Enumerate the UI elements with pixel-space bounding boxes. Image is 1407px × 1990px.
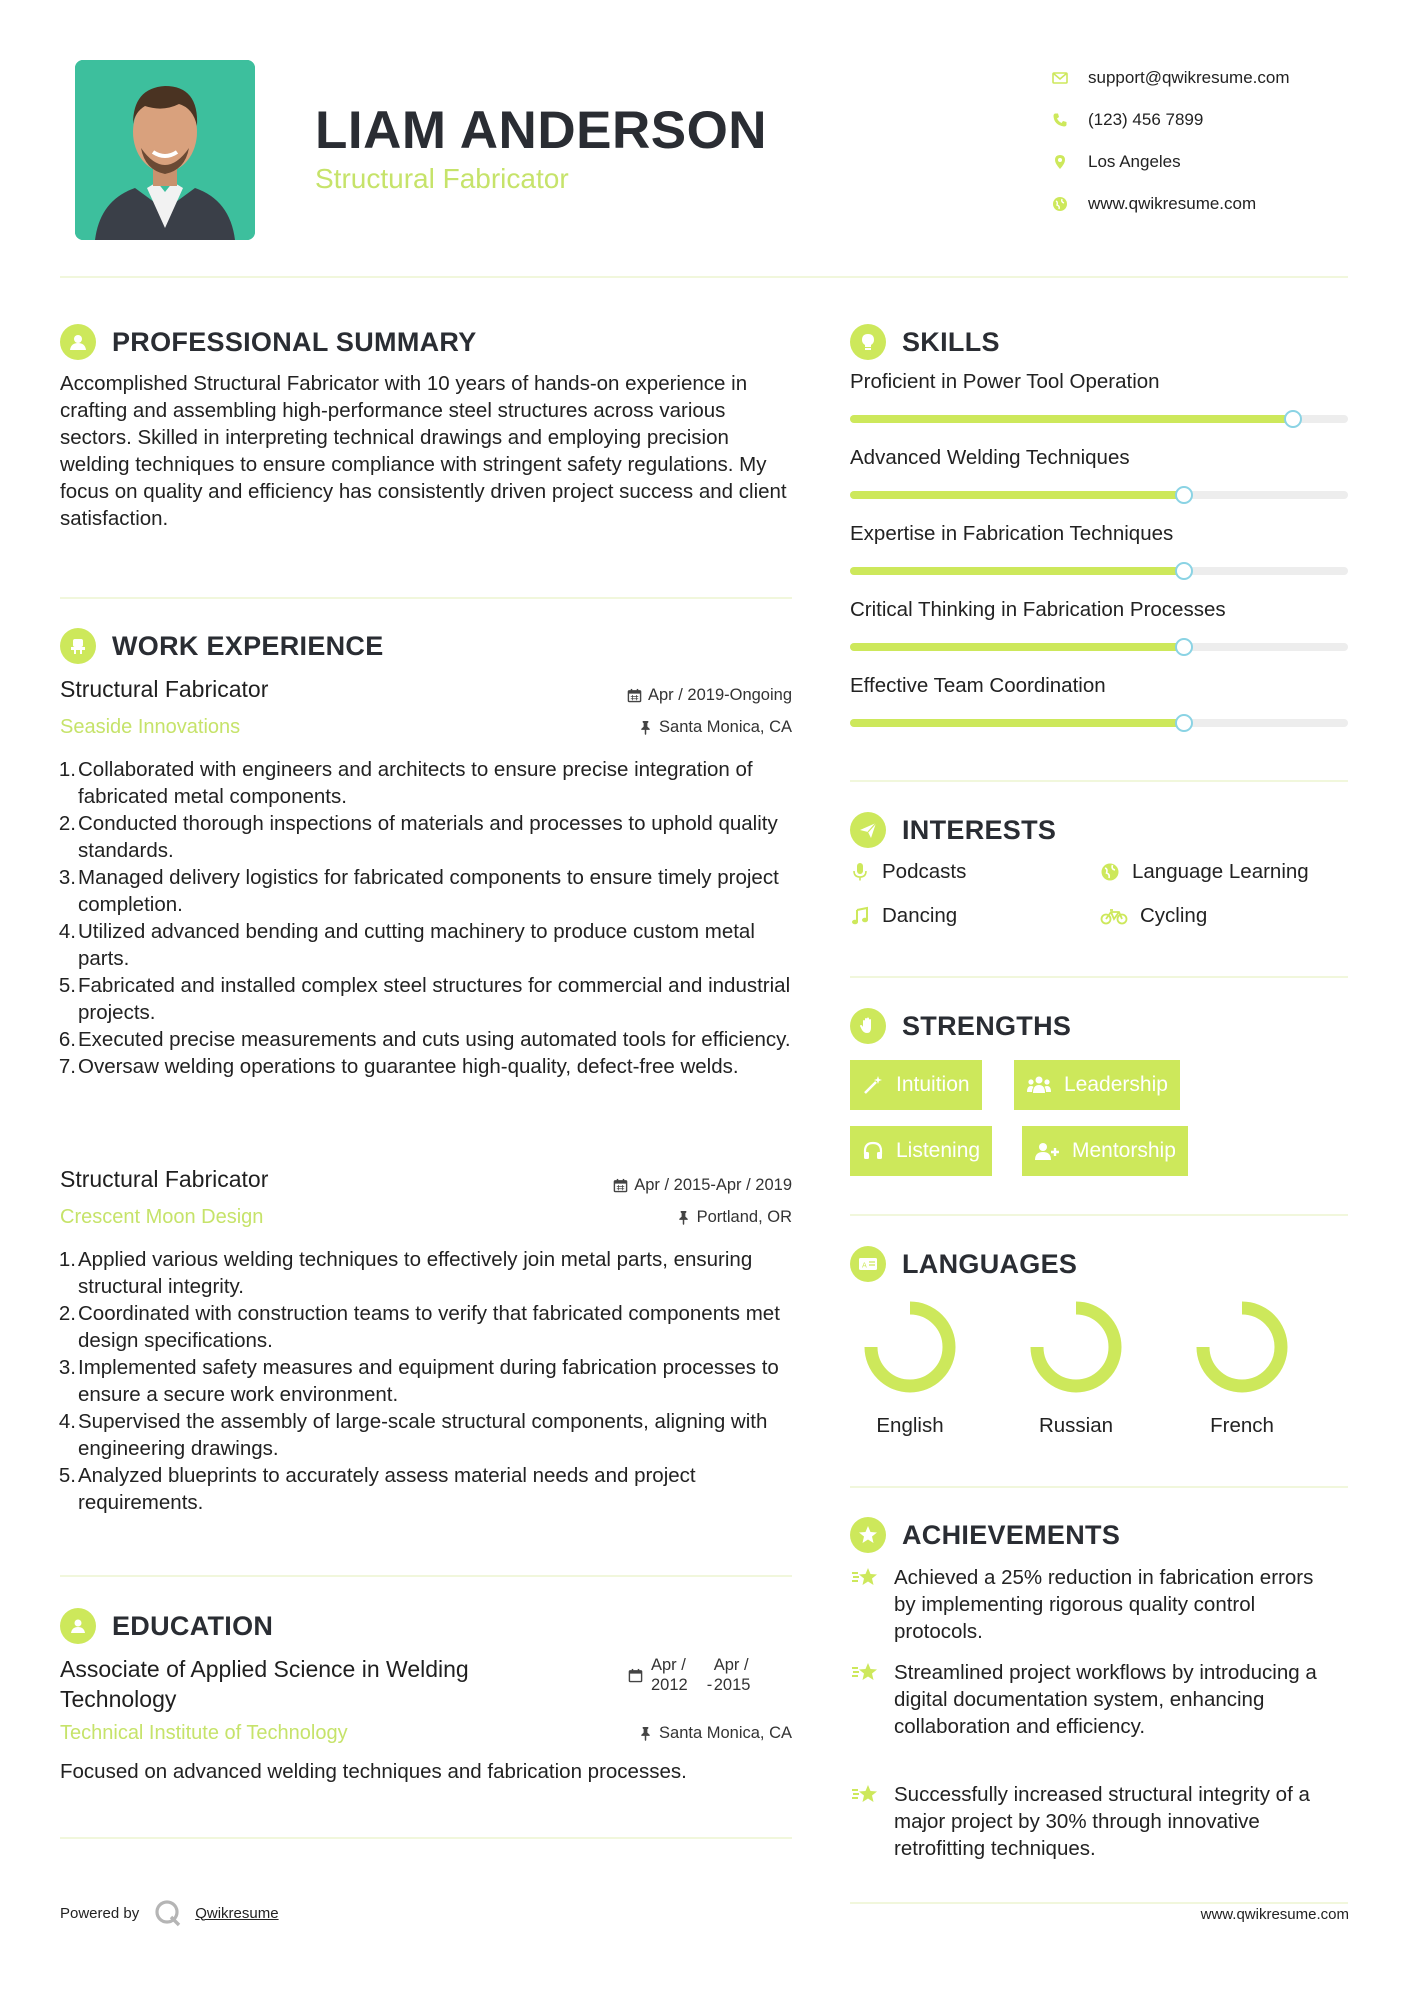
skill-bar-knob xyxy=(1175,562,1193,580)
job-2-company: Crescent Moon Design xyxy=(60,1206,264,1228)
language-ring xyxy=(1029,1300,1123,1394)
achievements-header xyxy=(850,1517,1120,1553)
job-1-title: Structural Fabricator xyxy=(60,676,269,702)
strength-label: Leadership xyxy=(1064,1073,1168,1096)
skill-bar-knob xyxy=(1284,410,1302,428)
job-2-dates-text: Apr / 2015-Apr / 2019 xyxy=(634,1176,792,1194)
trophy-star-icon xyxy=(850,1781,880,1811)
skill-bar xyxy=(850,643,1348,651)
skill-bar-fill xyxy=(850,491,1184,499)
powered-by-label: Powered by xyxy=(60,1904,140,1922)
contact-website[interactable] xyxy=(1050,183,1380,225)
footer-powered-by xyxy=(60,1898,279,1928)
skills-header xyxy=(850,324,1000,360)
skill-bar xyxy=(850,491,1348,499)
list-item: 4. Utilized advanced bending and cutting machinery to produce custom metal parts. xyxy=(58,920,755,970)
job-1-location xyxy=(540,718,792,737)
summary-heading: PROFESSIONAL SUMMARY xyxy=(112,326,477,357)
education-location xyxy=(540,1724,792,1743)
profile-photo xyxy=(75,60,255,240)
skill-bar xyxy=(850,415,1348,423)
qwikresume-link[interactable]: Qwikresume xyxy=(195,1904,279,1922)
skill-bar-knob xyxy=(1175,486,1193,504)
graduation-icon xyxy=(60,1608,96,1644)
interests-header xyxy=(850,812,1056,848)
interest-label: Dancing xyxy=(882,904,958,927)
candidate-title: Structural Fabricator xyxy=(315,163,569,194)
skill-bar xyxy=(850,567,1348,575)
paper-plane-icon xyxy=(850,812,886,848)
phone-icon xyxy=(1052,112,1068,128)
interest-label: Cycling xyxy=(1140,904,1208,927)
job-1-dates-text: Apr / 2019-Ongoing xyxy=(647,686,792,704)
summary-divider xyxy=(60,597,792,599)
globe-icon xyxy=(1052,196,1068,212)
language-label: Russian xyxy=(1038,1414,1114,1437)
language-label: English xyxy=(876,1414,944,1437)
header-divider xyxy=(60,276,1348,278)
trophy-star-icon xyxy=(850,1659,880,1689)
list-item: 1. Collaborated with engineers and architects to ensure precise integration of fabricated metal components. xyxy=(58,758,753,808)
job-1-company: Seaside Innovations xyxy=(60,716,241,738)
job-2-location-text: Portland, OR xyxy=(696,1208,792,1226)
job-1-location-text: Santa Monica, CA xyxy=(659,718,792,736)
job-2-title: Structural Fabricator xyxy=(60,1166,269,1192)
svg-text:A: A xyxy=(862,1261,867,1270)
list-item: 3. Managed delivery logistics for fabricated components to ensure timely project completion. xyxy=(58,866,779,916)
education-location-text: Santa Monica, CA xyxy=(659,1724,792,1742)
skills-heading: SKILLS xyxy=(902,326,1000,357)
list-item: 5. Analyzed blueprints to accurately assess material needs and project requirements. xyxy=(58,1464,696,1514)
strength-label: Mentorship xyxy=(1072,1139,1176,1162)
work-heading: WORK EXPERIENCE xyxy=(112,630,384,661)
language-label: French xyxy=(1210,1414,1274,1437)
language-item xyxy=(1182,1300,1302,1438)
strength-label: Intuition xyxy=(896,1073,970,1096)
job-2-location xyxy=(540,1208,792,1227)
pushpin-icon xyxy=(676,1210,691,1225)
degree-title-line1: Associate of Applied Science in Welding xyxy=(60,1656,469,1682)
education-description: Focused on advanced welding techniques and fabrication processes. xyxy=(60,1760,687,1783)
skill-label: Effective Team Coordination xyxy=(850,674,1106,697)
pushpin-icon xyxy=(638,1726,653,1741)
skill-bar-fill xyxy=(850,643,1184,651)
interests-divider xyxy=(850,976,1348,978)
interest-podcasts xyxy=(850,860,966,884)
magic-wand-icon xyxy=(862,1074,884,1096)
interest-label: Language Learning xyxy=(1132,860,1309,883)
languages-heading: LANGUAGES xyxy=(902,1248,1078,1279)
skill-bar-knob xyxy=(1175,638,1193,656)
language-ring xyxy=(863,1300,957,1394)
achievement-text: Achieved a 25% reduction in fabrication errors by implementing rigorous quality control protocols. xyxy=(894,1566,1314,1643)
contact-email[interactable] xyxy=(1050,57,1380,99)
skill-label: Advanced Welding Techniques xyxy=(850,446,1130,469)
education-end-year: 2015 xyxy=(713,1676,751,1694)
strength-label: Listening xyxy=(896,1139,981,1162)
briefcase-icon xyxy=(60,628,96,664)
microphone-icon xyxy=(850,862,870,882)
calendar-icon xyxy=(613,1178,628,1193)
work-divider xyxy=(60,1575,792,1577)
award-icon xyxy=(850,1517,886,1553)
skill-bar-fill xyxy=(850,415,1293,423)
contact-phone-text: (123) 456 7899 xyxy=(1088,110,1204,129)
music-note-icon xyxy=(850,906,870,926)
achievement-text: Successfully increased structural integrity of a major project by 30% through innovative retrofitting techniques. xyxy=(894,1783,1310,1860)
language-ring xyxy=(1195,1300,1289,1394)
contact-location-text: Los Angeles xyxy=(1088,152,1181,171)
education-start-year: 2012 xyxy=(651,1676,688,1694)
strength-listening xyxy=(850,1126,992,1176)
summary-text: Accomplished Structural Fabricator with 10 years of hands-on experience in crafting and assembling high-performance steel structures across various sectors. Skilled in interpreting technical drawings and employing precision welding techniques to ensure compliance with stringent safety regulations. My focus on quality and efficiency has consistently driven project success and client satisfaction. xyxy=(60,372,787,530)
interest-cycling xyxy=(1100,904,1207,928)
strengths-header xyxy=(850,1008,1071,1044)
job-1-dates xyxy=(540,686,792,705)
list-item: 6. Executed precise measurements and cuts using automated tools for efficiency. xyxy=(58,1028,791,1051)
skill-bar xyxy=(850,719,1348,727)
qwikresume-logo-icon xyxy=(153,1898,183,1928)
skill-bar-fill xyxy=(850,567,1184,575)
contact-website-text: www.qwikresume.com xyxy=(1088,194,1257,213)
contact-phone[interactable] xyxy=(1050,99,1380,141)
achievements-heading: ACHIEVEMENTS xyxy=(902,1519,1121,1550)
list-item: 3. Implemented safety measures and equipment during fabrication processes to ensure a secure work environment. xyxy=(58,1356,779,1406)
skill-label: Proficient in Power Tool Operation xyxy=(850,370,1160,393)
skill-label: Critical Thinking in Fabrication Processes xyxy=(850,598,1226,621)
user-icon xyxy=(60,324,96,360)
education-dates: Apr / 2012 - Apr / 2015 xyxy=(628,1655,750,1695)
strength-leadership xyxy=(1014,1060,1180,1110)
pushpin-icon xyxy=(638,720,653,735)
job-2-dates xyxy=(540,1176,792,1195)
globe-icon xyxy=(1100,862,1120,882)
language-item xyxy=(850,1300,970,1438)
list-item: 2. Conducted thorough inspections of materials and processes to uphold quality standards. xyxy=(58,812,778,862)
degree-title xyxy=(60,1654,580,1714)
location-pin-icon xyxy=(1052,154,1068,170)
calendar-icon xyxy=(627,688,642,703)
list-item: 2. Coordinated with construction teams to verify that fabricated components met design specifications. xyxy=(58,1302,780,1352)
mail-icon xyxy=(1052,70,1068,86)
achievements-divider xyxy=(850,1902,1348,1904)
education-divider xyxy=(60,1837,792,1839)
achievement-item xyxy=(850,1564,1334,1645)
language-icon xyxy=(850,1246,886,1282)
contact-list xyxy=(1050,57,1380,225)
user-plus-icon xyxy=(1034,1140,1060,1162)
degree-title-line2: Technology xyxy=(60,1686,177,1712)
list-item: 4. Supervised the assembly of large-scale structural components, aligning with engineering drawings. xyxy=(58,1410,768,1460)
contact-location xyxy=(1050,141,1380,183)
job-2-duties xyxy=(60,1246,795,1516)
list-item: 5. Fabricated and installed complex steel structures for commercial and industrial projects. xyxy=(58,974,791,1024)
skill-bar-fill xyxy=(850,719,1184,727)
interest-label: Podcasts xyxy=(882,860,967,883)
calendar-icon xyxy=(628,1668,643,1683)
lightbulb-icon xyxy=(850,324,886,360)
skills-divider xyxy=(850,780,1348,782)
trophy-star-icon xyxy=(850,1564,880,1594)
education-header xyxy=(60,1608,273,1644)
interest-language-learning xyxy=(1100,860,1309,884)
job-1-duties xyxy=(60,756,795,1080)
skill-bar-knob xyxy=(1175,714,1193,732)
achievement-item xyxy=(850,1659,1334,1740)
person-portrait-icon xyxy=(75,60,255,240)
footer-url[interactable]: www.qwikresume.com xyxy=(1200,1906,1349,1923)
education-heading: EDUCATION xyxy=(112,1610,274,1641)
hand-icon xyxy=(850,1008,886,1044)
headphones-icon xyxy=(862,1140,884,1162)
strength-intuition xyxy=(850,1060,982,1110)
language-item xyxy=(1016,1300,1136,1438)
bicycle-icon xyxy=(1100,906,1128,926)
list-item: 7. Oversaw welding operations to guarantee high-quality, defect-free welds. xyxy=(58,1055,739,1078)
group-icon xyxy=(1026,1074,1052,1096)
candidate-name: LIAM ANDERSON xyxy=(315,101,768,160)
achievement-text: Streamlined project workflows by introducing a digital documentation system, enhancing collaboration and efficiency. xyxy=(894,1661,1317,1738)
strengths-heading: STRENGTHS xyxy=(902,1010,1072,1041)
languages-divider xyxy=(850,1486,1348,1488)
contact-email-text: support@qwikresume.com xyxy=(1088,68,1290,87)
interests-heading: INTERESTS xyxy=(902,814,1057,845)
education-end-month: Apr / xyxy=(713,1656,749,1674)
strength-mentorship xyxy=(1022,1126,1188,1176)
summary-header xyxy=(60,324,477,360)
strengths-divider xyxy=(850,1214,1348,1216)
skill-label: Expertise in Fabrication Techniques xyxy=(850,522,1174,545)
work-header xyxy=(60,628,384,664)
interest-dancing xyxy=(850,904,957,928)
languages-header xyxy=(850,1246,1077,1282)
list-item: 1. Applied various welding techniques to effectively join metal parts, ensuring structural integrity. xyxy=(58,1248,753,1298)
education-start-month: Apr / xyxy=(651,1656,686,1674)
achievement-item xyxy=(850,1781,1334,1862)
school-name: Technical Institute of Technology xyxy=(60,1722,348,1744)
